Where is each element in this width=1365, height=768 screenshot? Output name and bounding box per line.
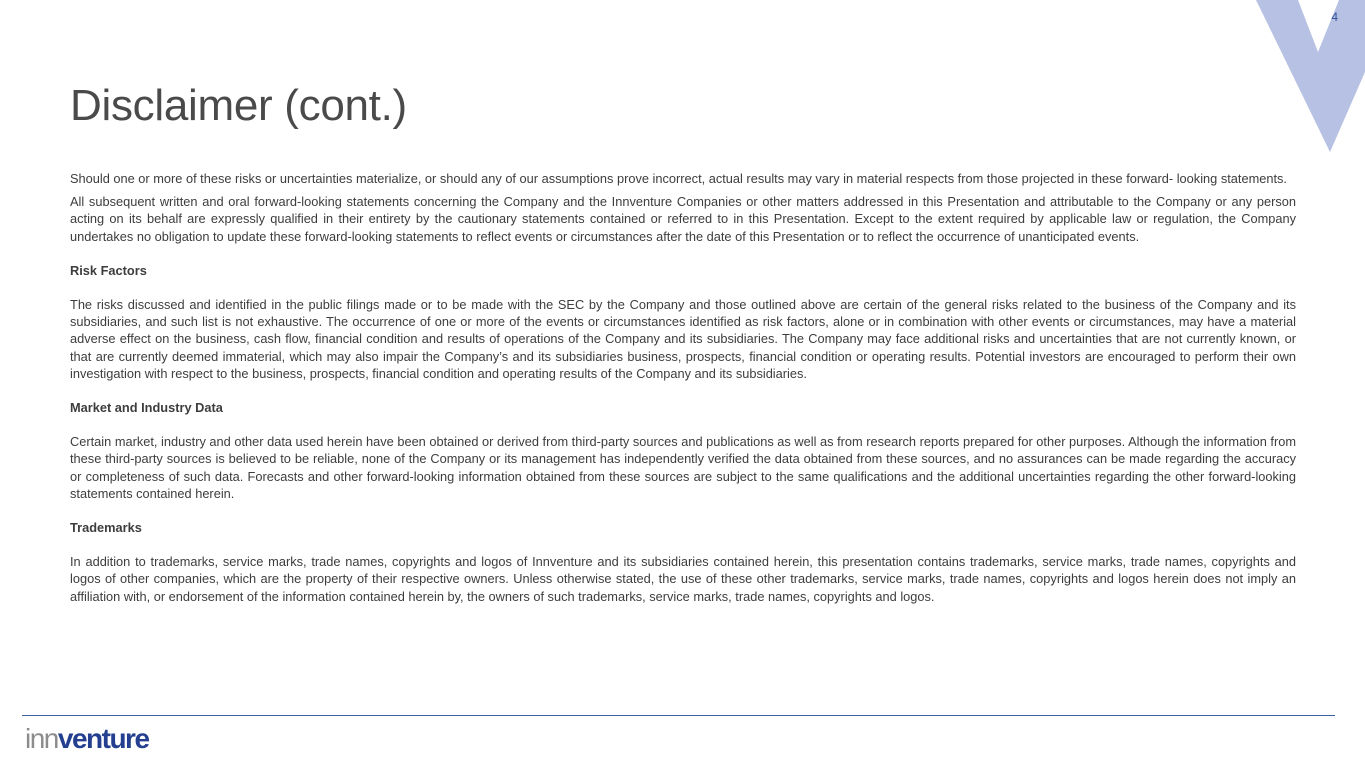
heading-market-data: Market and Industry Data bbox=[70, 400, 223, 416]
page-title: Disclaimer (cont.) bbox=[70, 81, 407, 130]
paragraph-assumptions: Should one or more of these risks or uncertainties materialize, or should any of our assumptions prove incorrect, actual results may vary in material respects from those projected in these forward- looking statements. bbox=[70, 171, 1287, 186]
footer-divider bbox=[22, 715, 1335, 716]
paragraph-market-data: Certain market, industry and other data used herein have been obtained or derived from third-party sources and publications as well as from research reports prepared for other purposes. Although the information from these third-party sources is believed to be reliable, none of the Company or its management has independently verified the data obtained from these sources, and no assurances can be made regarding the accuracy or completeness of such data. Forecasts and other forward-looking information obtained from these sources are subject to the same qualifications and the additional uncertainties regarding the other forward-looking statements contained herein. bbox=[70, 434, 1296, 501]
logo-part-inn: inn bbox=[25, 723, 58, 754]
paragraph-trademarks: In addition to trademarks, service marks, trade names, copyrights and logos of Innventure and its subsidiaries contained herein, this presentation contains trademarks, service marks, trade names, copyrights and logos of other companies, which are the property of their respective owners. Unless otherwise stated, the use of these other trademarks, service marks, trade names, copyrights and logos herein does not imply an affiliation with, or endorsement of the information contained herein by, the owners of such trademarks, service marks, trade names, copyrights and logos. bbox=[70, 554, 1296, 604]
paragraph-forward-looking: All subsequent written and oral forward-looking statements concerning the Company and the Innventure Companies or other matters addressed in this Presentation and attributable to the Company or any person acting on its behalf are expressly qualified in their entirety by the cautionary statements contained or referred to in this Presentation. Except to the extent required by applicable law or regulation, the Company undertakes no obligation to update these forward-looking statements to reflect events or circumstances after the date of this Presentation or to reflect the occurrence of unanticipated events. bbox=[70, 194, 1296, 244]
v-brand-mark bbox=[1255, 0, 1365, 155]
innventure-logo bbox=[25, 722, 149, 756]
heading-trademarks: Trademarks bbox=[70, 520, 142, 536]
paragraph-risk-factors: The risks discussed and identified in the public filings made or to be made with the SEC by the Company and those outlined above are certain of the general risks related to the business of the Company and its subsidiaries, and such list is not exhaustive. The occurrence of one or more of the events or circumstances identified as risk factors, alone or in combination with other events or circumstances, may have a material adverse effect on the business, cash flow, financial condition and results of operations of the Company and its subsidiaries. The Company may face additional risks and uncertainties that are not currently known, or that are currently deemed immaterial, which may also impair the Company’s and its subsidiaries business, prospects, financial condition or operating results. Potential investors are encouraged to perform their own investigation with respect to the business, prospects, financial condition and operating results of the Company and its subsidiaries. bbox=[70, 297, 1296, 381]
disclaimer-body bbox=[70, 170, 1296, 611]
page-number: 4 bbox=[1331, 10, 1338, 24]
logo-part-venture: venture bbox=[57, 723, 149, 754]
heading-risk-factors: Risk Factors bbox=[70, 262, 147, 278]
